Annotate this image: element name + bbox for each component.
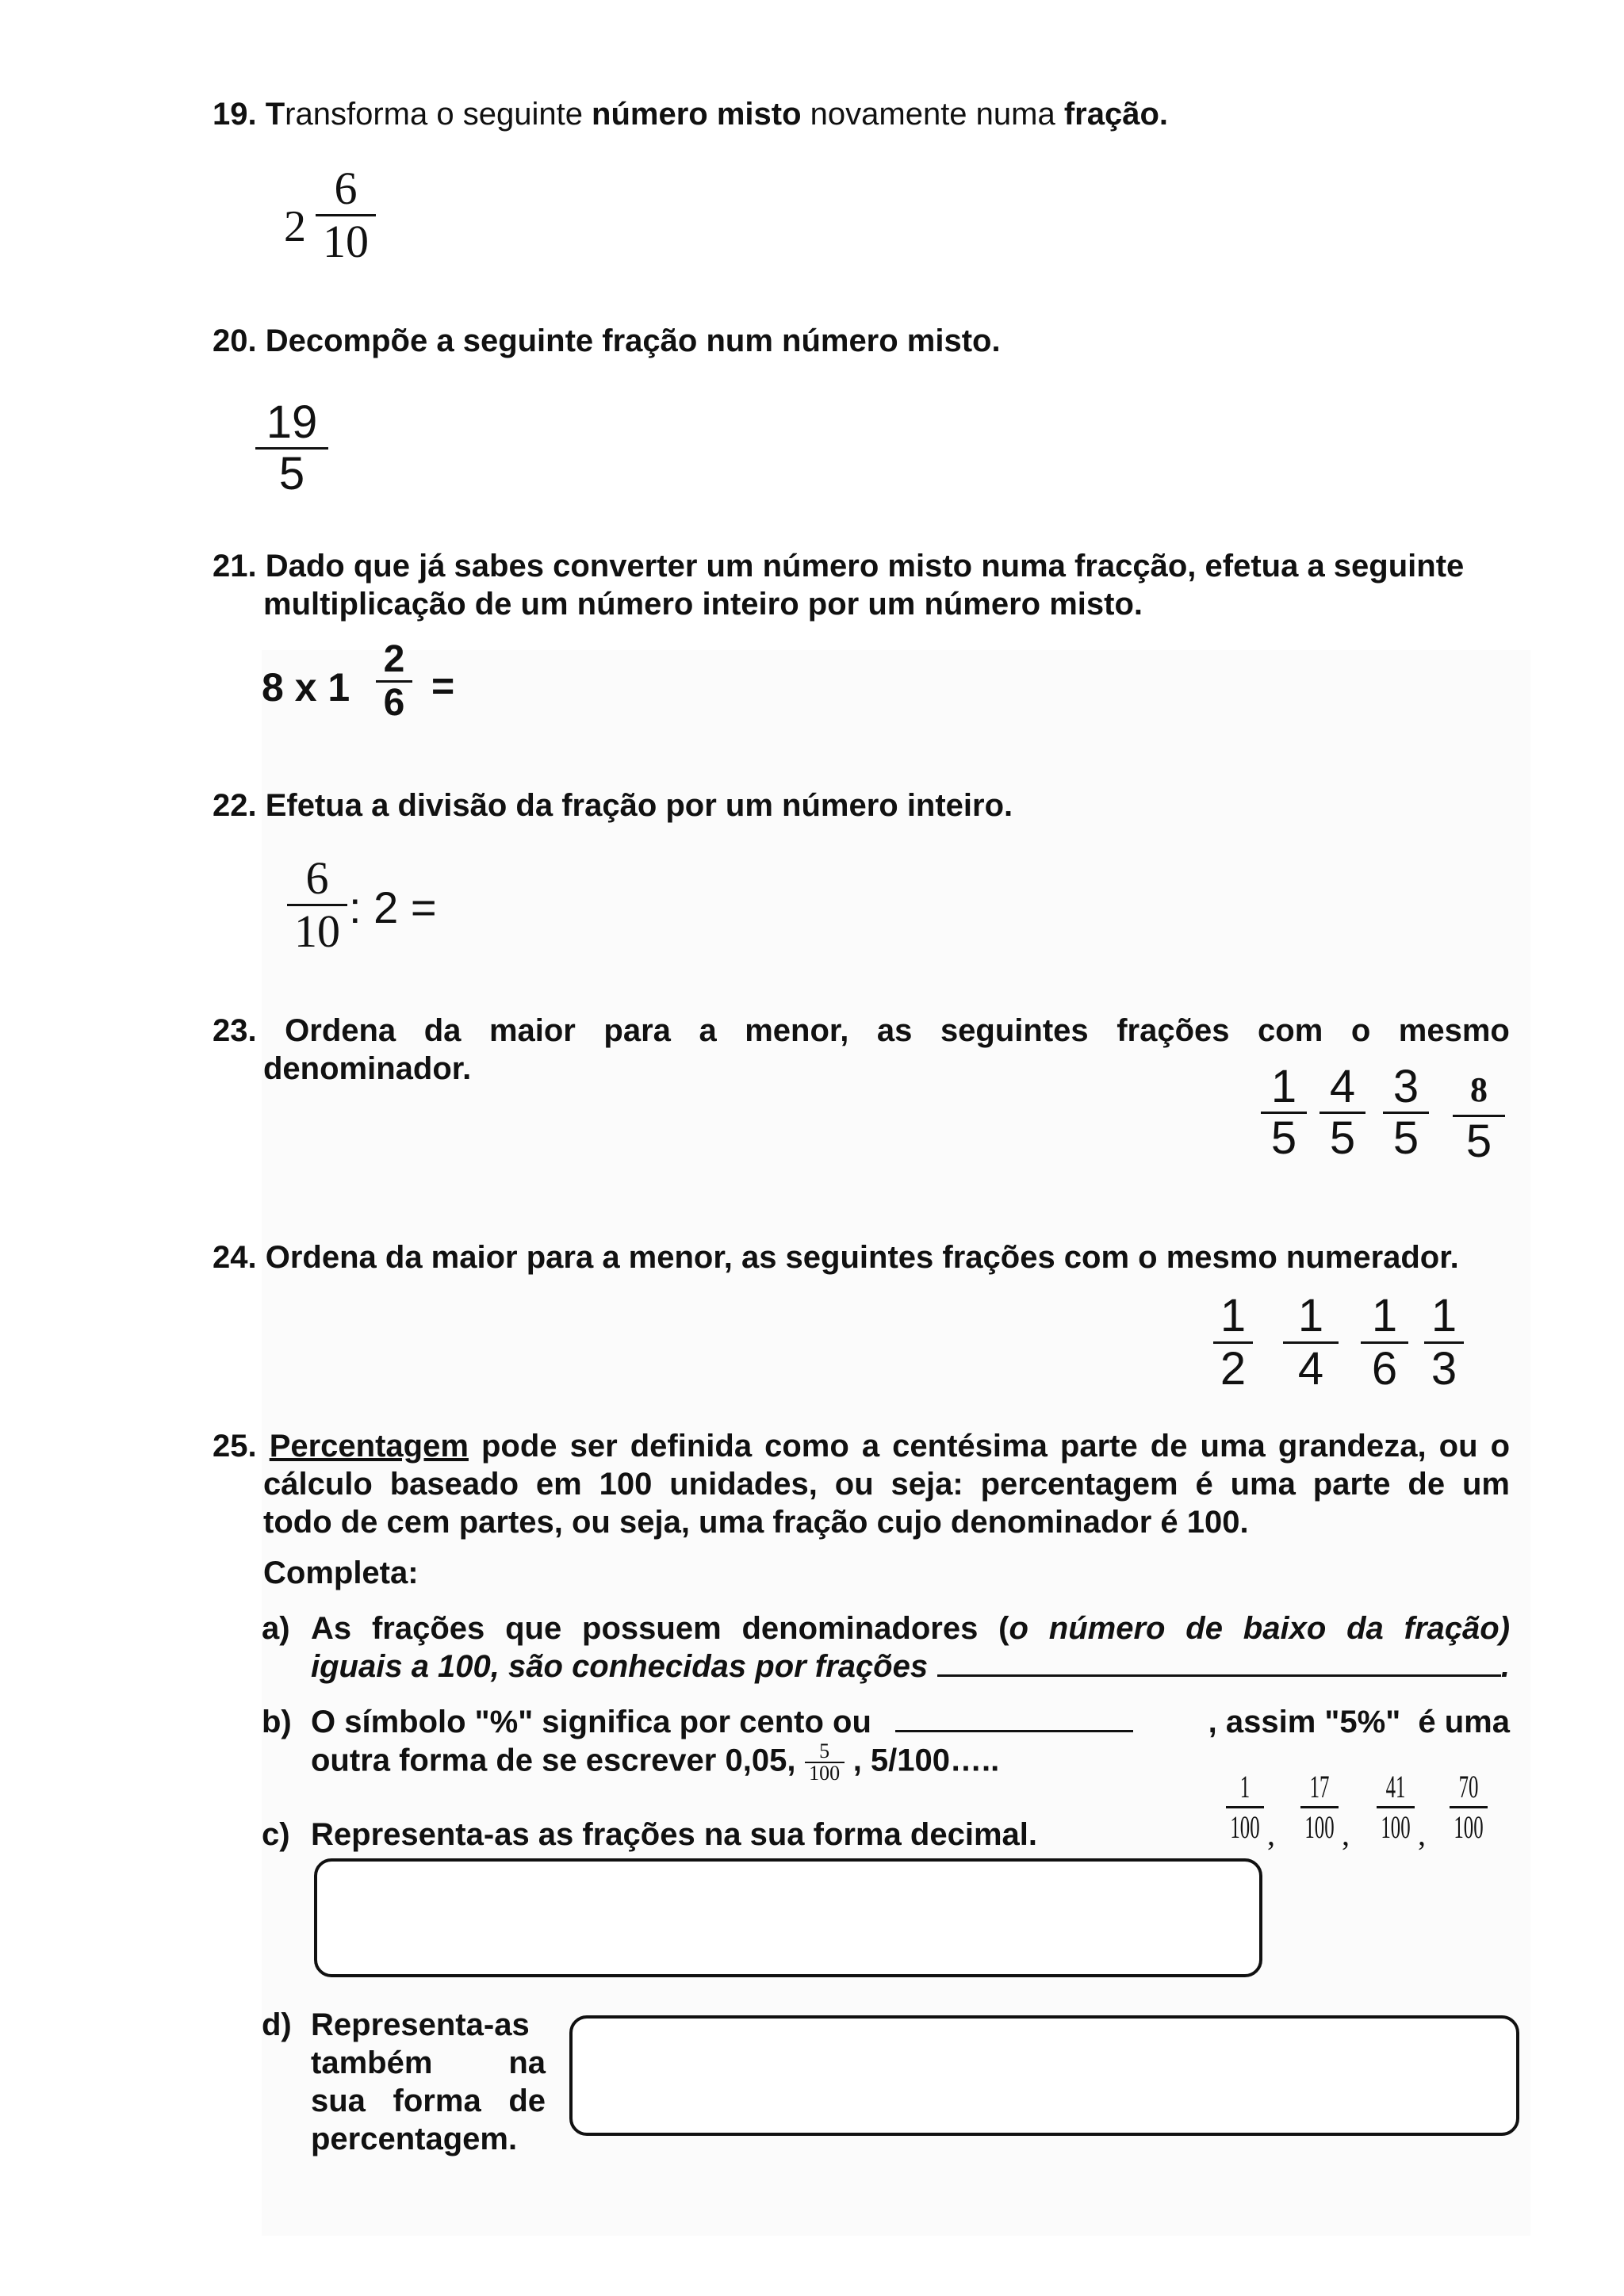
question-text: multiplicação de um número inteiro por um número misto. xyxy=(263,587,1143,622)
question-24 xyxy=(213,1238,1459,1276)
q25b-text-line2: outra forma de se escrever 0,05, xyxy=(311,1743,796,1778)
word: a xyxy=(699,1013,717,1048)
q19-text: T xyxy=(265,97,285,132)
q25b-inline-fraction xyxy=(805,1741,845,1784)
q22-divisor: : 2 = xyxy=(349,882,437,932)
numerator: 3 xyxy=(1392,1061,1419,1112)
q24-fraction-2 xyxy=(1283,1291,1339,1395)
q24-fraction-1 xyxy=(1213,1291,1253,1395)
numerator: 70 xyxy=(1458,1769,1479,1804)
denominator: 100 xyxy=(1230,1809,1260,1845)
q25d-line: também na xyxy=(311,2045,546,2080)
q21-equals: = xyxy=(431,664,455,708)
q20-fraction xyxy=(255,398,328,499)
word: menor, xyxy=(745,1013,849,1048)
question-text: Ordena da maior para a menor, as seguintes frações com o mesmo numerador. xyxy=(265,1240,1459,1275)
denominator: 10 xyxy=(323,216,369,267)
numerator: 6 xyxy=(334,163,358,214)
question-22 xyxy=(213,786,1013,825)
answer-box-percentage[interactable] xyxy=(569,2015,1519,2136)
denominator: 3 xyxy=(1431,1343,1457,1395)
denominator: 5 xyxy=(278,448,305,499)
question-19 xyxy=(213,95,1168,133)
q25a-text-line2: iguais a 100, são conhecidas por frações xyxy=(311,1649,929,1684)
question-number: 22. xyxy=(213,788,257,823)
q19-text: novamente numa xyxy=(801,97,1064,132)
word: frações xyxy=(1116,1013,1230,1048)
q25c-fraction-1 xyxy=(1221,1770,1269,1845)
question-text: Decompõe a seguinte fração num número misto. xyxy=(265,323,1001,358)
fraction-bar xyxy=(1300,1806,1339,1808)
q19-emphasis: fração. xyxy=(1063,97,1169,132)
answer-blank-a[interactable] xyxy=(937,1647,1501,1677)
word: maior xyxy=(488,1013,576,1048)
q25b-text-end: , assim "5%" é uma xyxy=(1208,1705,1510,1739)
denominator: 6 xyxy=(1371,1343,1398,1395)
question-text: pode ser definida como a centésima parte de uma grandeza, ou o xyxy=(468,1429,1510,1464)
word: as xyxy=(876,1013,913,1048)
q24-fraction-4 xyxy=(1424,1291,1464,1395)
numerator: 1 xyxy=(1270,1061,1297,1112)
q25d-text xyxy=(311,2006,546,2158)
question-number: 19. xyxy=(213,97,257,132)
numerator: 1 xyxy=(1297,1290,1324,1341)
denominator: 100 xyxy=(1304,1809,1335,1845)
question-text: denominador. xyxy=(263,1051,472,1086)
question-23 xyxy=(213,1012,1510,1088)
numerator: 1 xyxy=(1431,1290,1457,1341)
denominator: 100 xyxy=(809,1762,841,1785)
separator-comma: , xyxy=(1342,1816,1350,1852)
fraction-bar xyxy=(1450,1806,1488,1808)
fraction-bar xyxy=(1226,1806,1264,1808)
question-21 xyxy=(213,547,1510,623)
numerator: 41 xyxy=(1385,1769,1406,1804)
word: seguintes xyxy=(940,1013,1089,1048)
q21-expression-left: 8 x 1 xyxy=(262,665,350,710)
instruction-completa: Completa: xyxy=(263,1556,419,1590)
separator-comma: , xyxy=(1267,1816,1275,1852)
separator-comma: , xyxy=(1418,1816,1426,1852)
numerator: 4 xyxy=(1329,1061,1356,1112)
denominator: 2 xyxy=(1220,1343,1247,1395)
q25c-fraction-2 xyxy=(1296,1770,1343,1845)
question-text: cálculo baseado em 100 unidades, ou seja: percentagem é uma parte de um xyxy=(263,1467,1510,1502)
q25b-text-end: , 5/100….. xyxy=(852,1743,1000,1778)
question-text: Efetua a divisão da fração por um número inteiro. xyxy=(265,788,1013,823)
denominator: 100 xyxy=(1381,1809,1411,1845)
q25c-fraction-4 xyxy=(1445,1770,1492,1845)
question-25 xyxy=(213,1427,1510,1592)
answer-blank-b[interactable] xyxy=(895,1703,1133,1732)
q19-text: ransforma o seguinte xyxy=(285,97,592,132)
numerator: 6 xyxy=(305,852,329,904)
numerator: 1 xyxy=(1239,1769,1251,1804)
q25a-label: a) xyxy=(262,1611,290,1646)
q23-fraction-4 xyxy=(1453,1066,1505,1166)
denominator: 5 xyxy=(1392,1112,1419,1164)
q24-fraction-3 xyxy=(1361,1291,1408,1395)
denominator: 10 xyxy=(294,905,340,957)
question-text: todo de cem partes, ou seja, uma fração cujo denominador é 100. xyxy=(263,1505,1249,1540)
term-percentagem: Percentagem xyxy=(269,1429,469,1464)
question-number: 21. xyxy=(213,549,257,584)
q25a-italic: o número de baixo da fração) xyxy=(1009,1611,1511,1646)
word: o xyxy=(1350,1013,1371,1048)
question-number: 20. xyxy=(213,323,257,358)
q23-fraction-3 xyxy=(1383,1062,1429,1163)
word: para xyxy=(603,1013,671,1048)
question-number: 24. xyxy=(213,1240,257,1275)
q25a-period: . xyxy=(1500,1649,1510,1684)
q22-fraction xyxy=(287,853,347,957)
q25b-label: b) xyxy=(262,1705,292,1739)
denominator: 5 xyxy=(1329,1112,1356,1164)
q25d-line: percentagem. xyxy=(311,2122,518,2156)
question-number: 23. xyxy=(213,1013,257,1048)
question-text: Dado que já sabes converter um número misto numa fracção, efetua a seguinte xyxy=(265,549,1465,584)
numerator: 8 xyxy=(1470,1070,1488,1109)
q25c-fraction-3 xyxy=(1372,1770,1419,1845)
q19-fraction xyxy=(316,163,376,267)
question-20 xyxy=(213,322,1001,360)
q23-line1 xyxy=(213,1012,1510,1050)
denominator: 5 xyxy=(1465,1115,1492,1167)
q25c-text: Representa-as as frações na sua forma decimal. xyxy=(311,1817,1037,1852)
q25c-label: c) xyxy=(262,1817,290,1852)
answer-box-decimal[interactable] xyxy=(314,1858,1262,1977)
q23-fraction-2 xyxy=(1320,1062,1365,1163)
q19-emphasis: número misto xyxy=(592,97,802,132)
q19-whole: 2 xyxy=(284,202,306,251)
numerator: 17 xyxy=(1309,1769,1330,1804)
denominator: 4 xyxy=(1297,1343,1324,1395)
q25b-text-start: O símbolo "%" significa por cento ou xyxy=(311,1705,871,1739)
q25a-text-start: As frações que possuem denominadores ( xyxy=(311,1611,1009,1646)
denominator: 6 xyxy=(383,682,405,724)
numerator: 19 xyxy=(266,396,318,448)
numerator: 1 xyxy=(1220,1290,1247,1341)
word: Ordena xyxy=(285,1013,396,1048)
numerator: 1 xyxy=(1371,1290,1398,1341)
q21-fraction xyxy=(376,639,412,724)
q25d-line: sua forma de xyxy=(311,2084,546,2118)
q25d-label: d) xyxy=(262,2007,292,2042)
numerator: 2 xyxy=(383,638,405,680)
fraction-bar xyxy=(1377,1806,1415,1808)
word: mesmo xyxy=(1398,1013,1510,1048)
numerator: 5 xyxy=(819,1739,830,1762)
denominator: 100 xyxy=(1454,1809,1484,1845)
word: da xyxy=(423,1013,462,1048)
question-number: 25. xyxy=(213,1429,257,1464)
q23-fraction-1 xyxy=(1261,1062,1307,1163)
word: com xyxy=(1258,1013,1323,1048)
denominator: 5 xyxy=(1270,1112,1297,1164)
q25a-text xyxy=(311,1609,1510,1686)
q25d-line: Representa-as xyxy=(311,2007,530,2042)
